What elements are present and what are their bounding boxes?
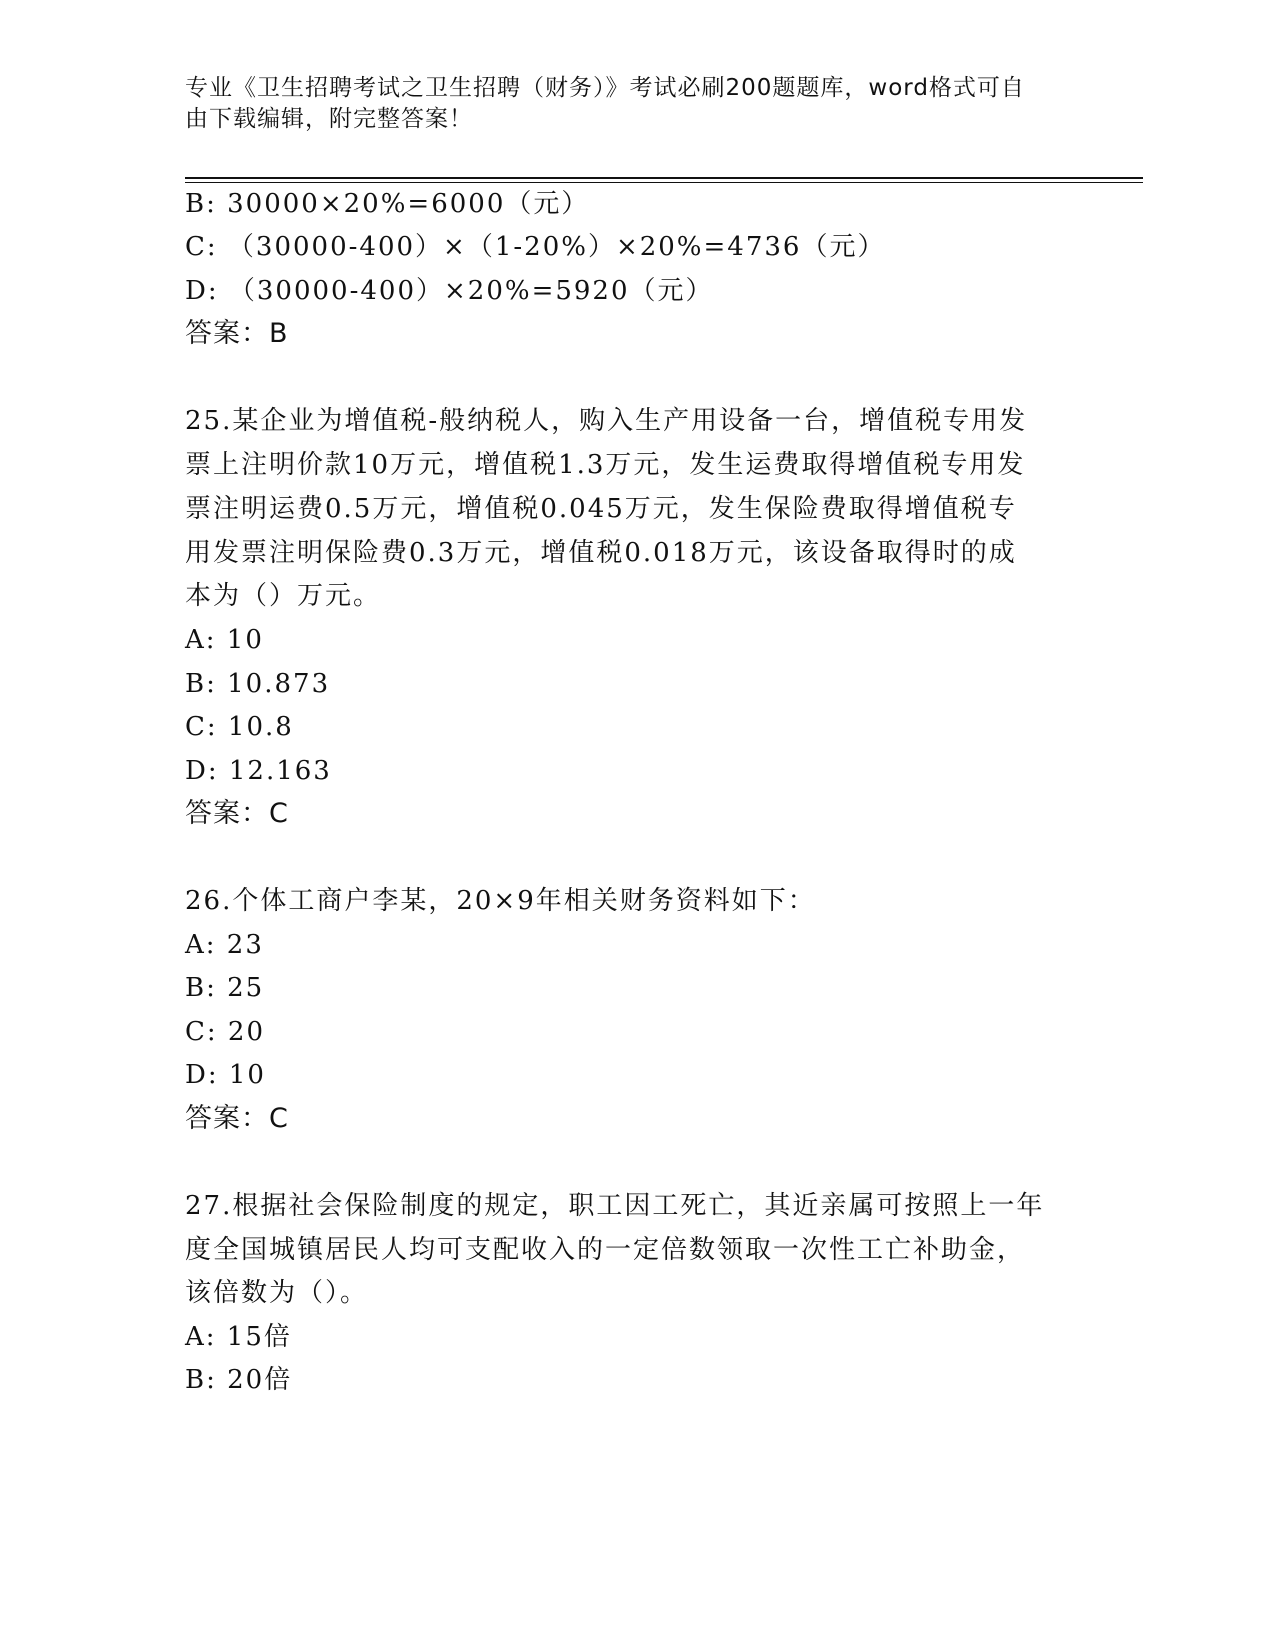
q25-stem-line-1: 25.某企业为增值税-般纳税人，购入生产用设备一台，增值税专用发 (185, 406, 1028, 436)
q27-option-a: A: 15倍 (185, 1322, 292, 1352)
q27-stem-line-1: 27.根据社会保险制度的规定，职工因工死亡，其近亲属可按照上一年 (185, 1191, 1045, 1221)
q25-answer: 答案：C (185, 798, 289, 829)
q27-option-b: B: 20倍 (185, 1365, 293, 1395)
header-divider-thick (185, 177, 1143, 179)
q27-stem-line-2: 度全国城镇居民人均可支配收入的一定倍数领取一次性工亡补助金， (185, 1235, 1026, 1265)
header-title-line-2: 由下载编辑，附完整答案！ (185, 106, 473, 132)
prev-option-b: B: 30000×20%=6000（元） (185, 189, 590, 219)
q26-answer: 答案：C (185, 1103, 289, 1134)
header-divider-thin (185, 182, 1143, 183)
q25-option-d: D: 12.163 (185, 756, 332, 786)
header-title-line-1: 专业《卫生招聘考试之卫生招聘（财务）》考试必刷200题题库，word格式可自 (185, 75, 1025, 101)
q25-option-c: C: 10.8 (185, 712, 294, 742)
prev-answer: 答案：B (185, 318, 289, 349)
q26-stem: 26.个体工商户李某，20×9年相关财务资料如下： (185, 886, 816, 916)
q26-option-b: B: 25 (185, 973, 265, 1003)
q27-stem-line-3: 该倍数为（）。 (185, 1278, 369, 1308)
document-header (185, 73, 1055, 135)
q25-stem-line-3: 票注明运费0.5万元，增值税0.045万元，发生保险费取得增值税专 (185, 494, 1017, 524)
q26-option-c: C: 20 (185, 1017, 266, 1047)
q25-stem-line-5: 本为（）万元。 (185, 581, 382, 611)
q26-option-d: D: 10 (185, 1060, 266, 1090)
q25-option-a: A: 10 (185, 625, 264, 655)
q25-stem-line-2: 票上注明价款10万元，增值税1.3万元，发生运费取得增值税专用发 (185, 450, 1026, 480)
q26-option-a: A: 23 (185, 930, 264, 960)
prev-option-c: C: （30000-400）×（1-20%）×20%=4736（元） (185, 232, 886, 262)
prev-option-d: D: （30000-400）×20%=5920（元） (185, 276, 714, 306)
q25-option-b: B: 10.873 (185, 669, 331, 699)
q25-stem-line-4: 用发票注明保险费0.3万元，增值税0.018万元，该设备取得时的成 (185, 538, 1017, 568)
